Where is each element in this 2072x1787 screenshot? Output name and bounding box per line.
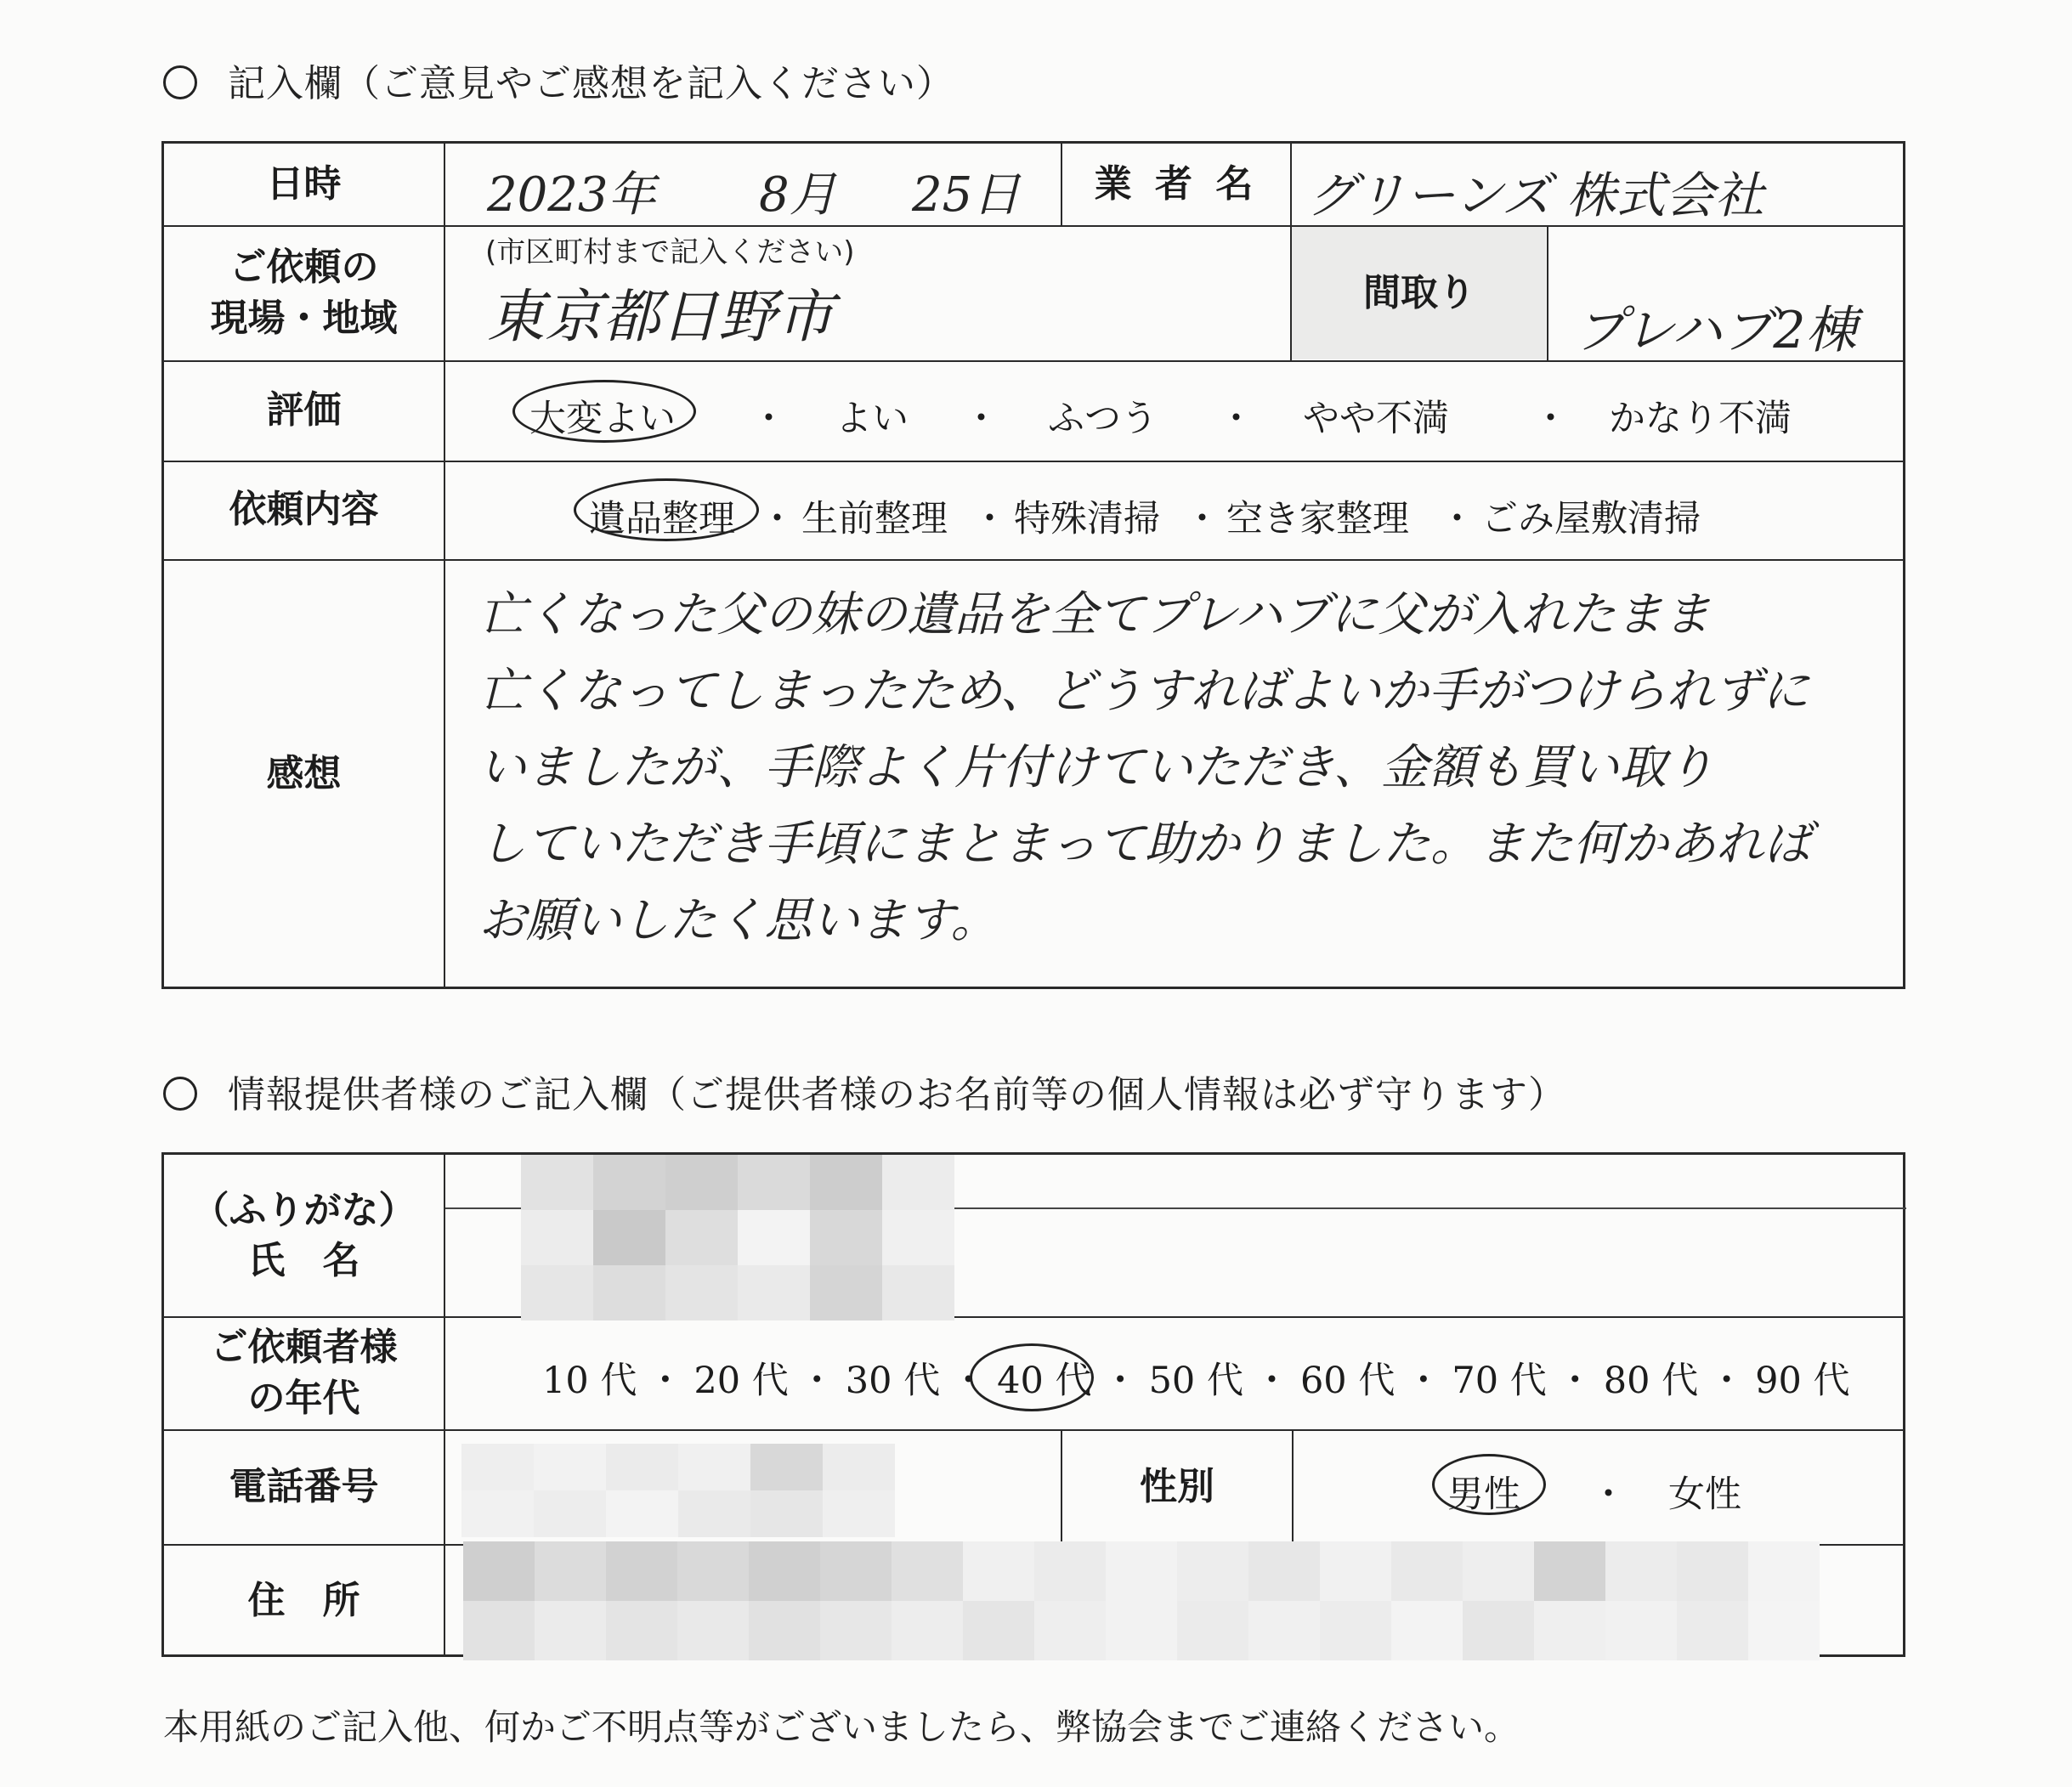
gender-label: 性別 (1140, 1464, 1214, 1508)
service-option: 遺品整理 (589, 498, 735, 540)
section-2-heading (163, 1064, 1566, 1118)
comment-label: 感想 (266, 752, 342, 796)
rating-label: 評価 (266, 388, 342, 433)
rating-selected-circle (512, 380, 696, 443)
layout-value: プレハブ2棟 (1575, 301, 1857, 360)
circle-mark-icon (163, 1077, 197, 1111)
age-separator: ・ (798, 1360, 835, 1402)
date-year: 2023年 (487, 167, 656, 223)
name-redacted (521, 1155, 1031, 1325)
circle-mark-icon (163, 65, 197, 99)
date-month: 8月 (759, 167, 837, 223)
date-label: 日時 (266, 162, 342, 206)
date-day: 25日 (912, 167, 1021, 223)
company-label: 業 者 名 (1094, 162, 1259, 206)
service-option: ごみ屋敷清掃 (1481, 498, 1701, 540)
rating-option: やや不満 (1303, 398, 1449, 440)
age-option: 90 代 (1755, 1360, 1850, 1402)
rating-separator: ・ (750, 398, 787, 440)
age-option: 70 代 (1452, 1360, 1547, 1402)
company-value: グリーンズ 株式会社 (1307, 167, 1764, 224)
rating-separator: ・ (963, 398, 999, 440)
age-label: ご依頼者様 の年代 (210, 1326, 398, 1420)
rating-option: かなり不満 (1609, 398, 1792, 440)
address-label: 住 所 (247, 1578, 360, 1622)
age-separator: ・ (1253, 1360, 1290, 1402)
layout-label: 間取り (1363, 270, 1475, 314)
age-separator: ・ (1556, 1360, 1594, 1402)
age-option: 80 代 (1603, 1360, 1699, 1402)
service-separator: ・ (1439, 498, 1475, 540)
service-separator: ・ (1184, 498, 1220, 540)
gender-option: 女性 (1668, 1473, 1741, 1516)
name-label: （ふりがな） 氏 名 (191, 1188, 416, 1282)
age-option: 50 代 (1148, 1360, 1243, 1402)
rating-option: よい (835, 398, 909, 440)
service-option: 空き家整理 (1226, 498, 1409, 540)
age-separator: ・ (1405, 1360, 1442, 1402)
service-option: 特殊清掃 (1014, 498, 1160, 540)
age-separator: ・ (1101, 1360, 1139, 1402)
age-separator: ・ (950, 1360, 988, 1402)
service-option: 生前整理 (801, 498, 948, 540)
address-redacted (463, 1541, 1882, 1665)
area-value: 東京都日野市 (487, 284, 835, 351)
service-selected-circle (574, 478, 759, 541)
service-separator: ・ (971, 498, 1008, 540)
comment-line: 亡くなった父の妹の遺品を全てプレハブに父が入れたまま (478, 587, 1711, 642)
age-options (542, 1352, 1850, 1404)
rating-option: 大変よい (529, 398, 676, 440)
gender-option-selected: 男性 (1447, 1473, 1520, 1516)
gender-separator: ・ (1590, 1473, 1627, 1516)
age-option: 10 代 (542, 1360, 637, 1402)
section-2-title: 情報提供者様のご記入欄（ご提供者様のお名前等の個人情報は必ず守ります） (228, 1073, 1566, 1117)
area-hint: (市区町村まで記入ください) (485, 235, 855, 269)
provider-table (161, 1152, 1905, 1657)
age-separator: ・ (1708, 1360, 1746, 1402)
gender-selected-circle (1432, 1454, 1546, 1515)
phone-redacted (461, 1444, 971, 1537)
review-table (161, 141, 1905, 989)
age-option-selected: 40 代 (997, 1360, 1092, 1402)
area-label: ご依頼の 現場・地域 (210, 246, 398, 340)
comment-line: 亡くなってしまったため、どうすればよいか手がつけられずに (478, 664, 1809, 719)
age-option: 30 代 (845, 1360, 941, 1402)
section-1-heading (163, 53, 954, 107)
rating-separator: ・ (1218, 398, 1254, 440)
age-option: 20 代 (693, 1360, 789, 1402)
service-separator: ・ (759, 498, 795, 540)
comment-line: お願いしたく思います。 (478, 893, 999, 948)
comment-body (478, 577, 1811, 959)
footer-note: 本用紙のご記入他、何かご不明点等がございましたら、弊協会までご連絡ください。 (163, 1706, 1520, 1748)
comment-line: いましたが、手際よく片付けていただき、金額も買い取り (478, 740, 1714, 795)
section-1-title: 記入欄（ご意見やご感想を記入ください） (228, 62, 954, 105)
rating-separator: ・ (1532, 398, 1569, 440)
phone-label: 電話番号 (229, 1464, 379, 1508)
age-option: 60 代 (1299, 1360, 1395, 1402)
age-separator: ・ (647, 1360, 684, 1402)
comment-line: していただき手頃にまとまって助かりました。また何かあれば (478, 817, 1811, 872)
age-selected-circle (970, 1343, 1094, 1411)
service-label: 依頼内容 (229, 488, 379, 532)
rating-option: ふつう (1048, 398, 1158, 440)
